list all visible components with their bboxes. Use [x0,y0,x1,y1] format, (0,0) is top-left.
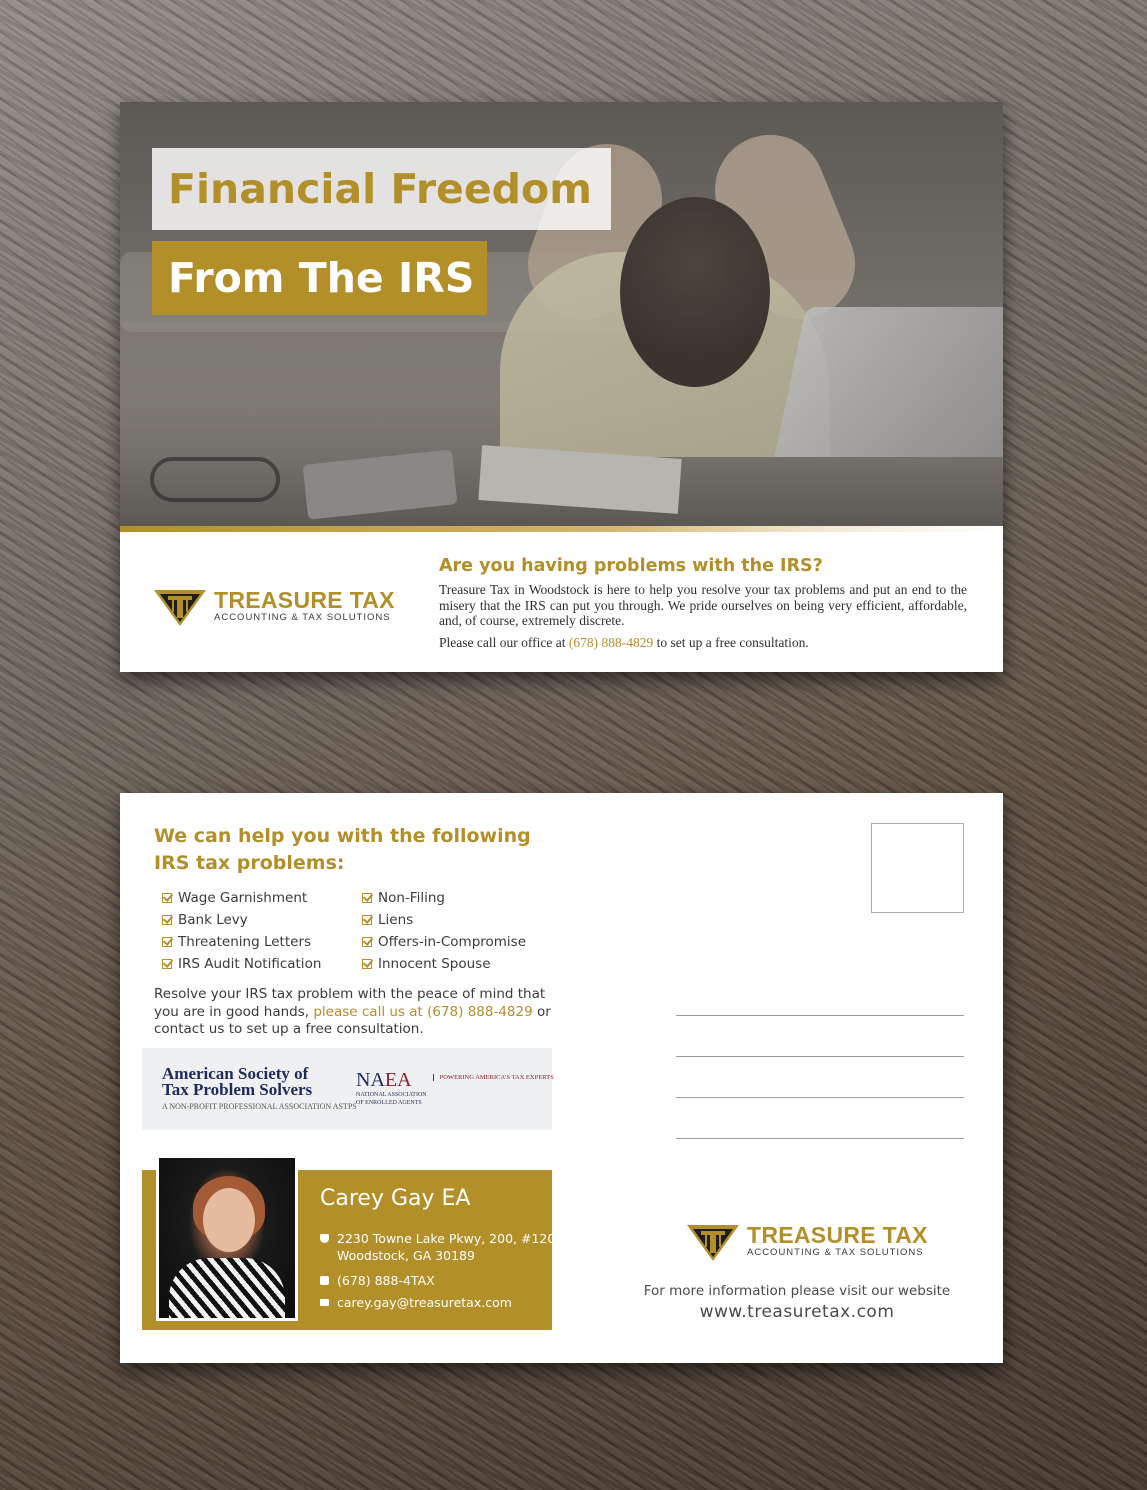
list-item: IRS Audit Notification [162,955,362,973]
headline-line1: Financial Freedom [152,148,611,230]
treasure-tax-logo [152,582,395,628]
list-item: Liens [362,911,562,929]
diamond-t-logo-icon [152,582,208,628]
front-question: Are you having problems with the IRS? [439,556,823,576]
envelope-icon [320,1299,329,1306]
diamond-t-logo-icon [685,1217,741,1263]
logo-tagline: ACCOUNTING & TAX SOLUTIONS [747,1246,924,1258]
headline-line2: From The IRS [152,241,487,315]
astps-logo: American Society of Tax Problem Solvers A NON-PROFIT PROFESSIONAL ASSOCIATION ASTPS [162,1064,357,1111]
stressed-man-photo [120,102,1003,526]
checkbox-icon [162,893,172,903]
resolve-phone-link[interactable]: please call us at (678) 888-4829 [313,1003,533,1020]
website-link[interactable]: www.treasuretax.com [699,1302,895,1322]
visit-text: For more information please visit our website [643,1283,951,1299]
contact-name: Carey Gay EA [320,1186,471,1211]
checkbox-icon [362,915,372,925]
address-line [676,1138,964,1139]
logo-name: TREASURE TAX [747,1221,928,1248]
postcard-front [120,102,1003,672]
treasure-tax-logo [685,1217,928,1263]
checkbox-icon [162,915,172,925]
address-line [676,1056,964,1057]
list-item: Non-Filing [362,889,562,907]
list-item: Offers-in-Compromise [362,933,562,951]
list-item: Threatening Letters [162,933,362,951]
phone-icon [320,1276,329,1285]
front-body: Treasure Tax in Woodstock is here to help you resolve your tax problems and put an end to the misery that the IRS can put you through. We pride ourselves on being very efficient, affordable, and, of course, extremely discrete. [439,582,967,628]
front-call: Please call our office at (678) 888-4829 to set up a free consultation. [439,634,809,650]
logo-tagline: ACCOUNTING & TAX SOLUTIONS [214,611,391,623]
list-item: Wage Garnishment [162,889,362,907]
gold-divider [120,526,1003,532]
contact-address: 2230 Towne Lake Pkwy, 200, #120 Woodstock, GA 30189 [320,1230,555,1264]
checkbox-icon [362,937,372,947]
postcard-back [120,793,1003,1363]
checkbox-icon [162,937,172,947]
contact-phone[interactable]: (678) 888-4TAX [320,1272,435,1289]
checkbox-icon [362,893,372,903]
checkbox-icon [362,959,372,969]
list-item: Bank Levy [162,911,362,929]
stamp-box [871,823,964,913]
address-line [676,1015,964,1016]
services-heading: We can help you with the following IRS tax problems: [154,825,531,874]
contact-email[interactable]: carey.gay@treasuretax.com [320,1294,512,1311]
front-phone-link[interactable]: (678) 888-4829 [568,634,654,650]
resolve-text: Resolve your IRS tax problem with the peace of mind that you are in good hands, please call us at (678) 888-4829 or contact us to set up a free consultation. [154,986,551,1037]
address-line [676,1097,964,1098]
checkbox-icon [162,959,172,969]
front-message [439,556,967,650]
naea-logo: NAEA NATIONAL ASSOCIATION OF ENROLLED AGENTS POWERING AMERICA'S TAX EXPERTS [356,1069,554,1106]
association-logos [142,1048,552,1130]
list-item: Innocent Spouse [362,955,562,973]
logo-name: TREASURE TAX [214,586,395,613]
services-checklist [162,889,582,973]
location-pin-icon [320,1234,329,1243]
agent-portrait [156,1155,298,1321]
